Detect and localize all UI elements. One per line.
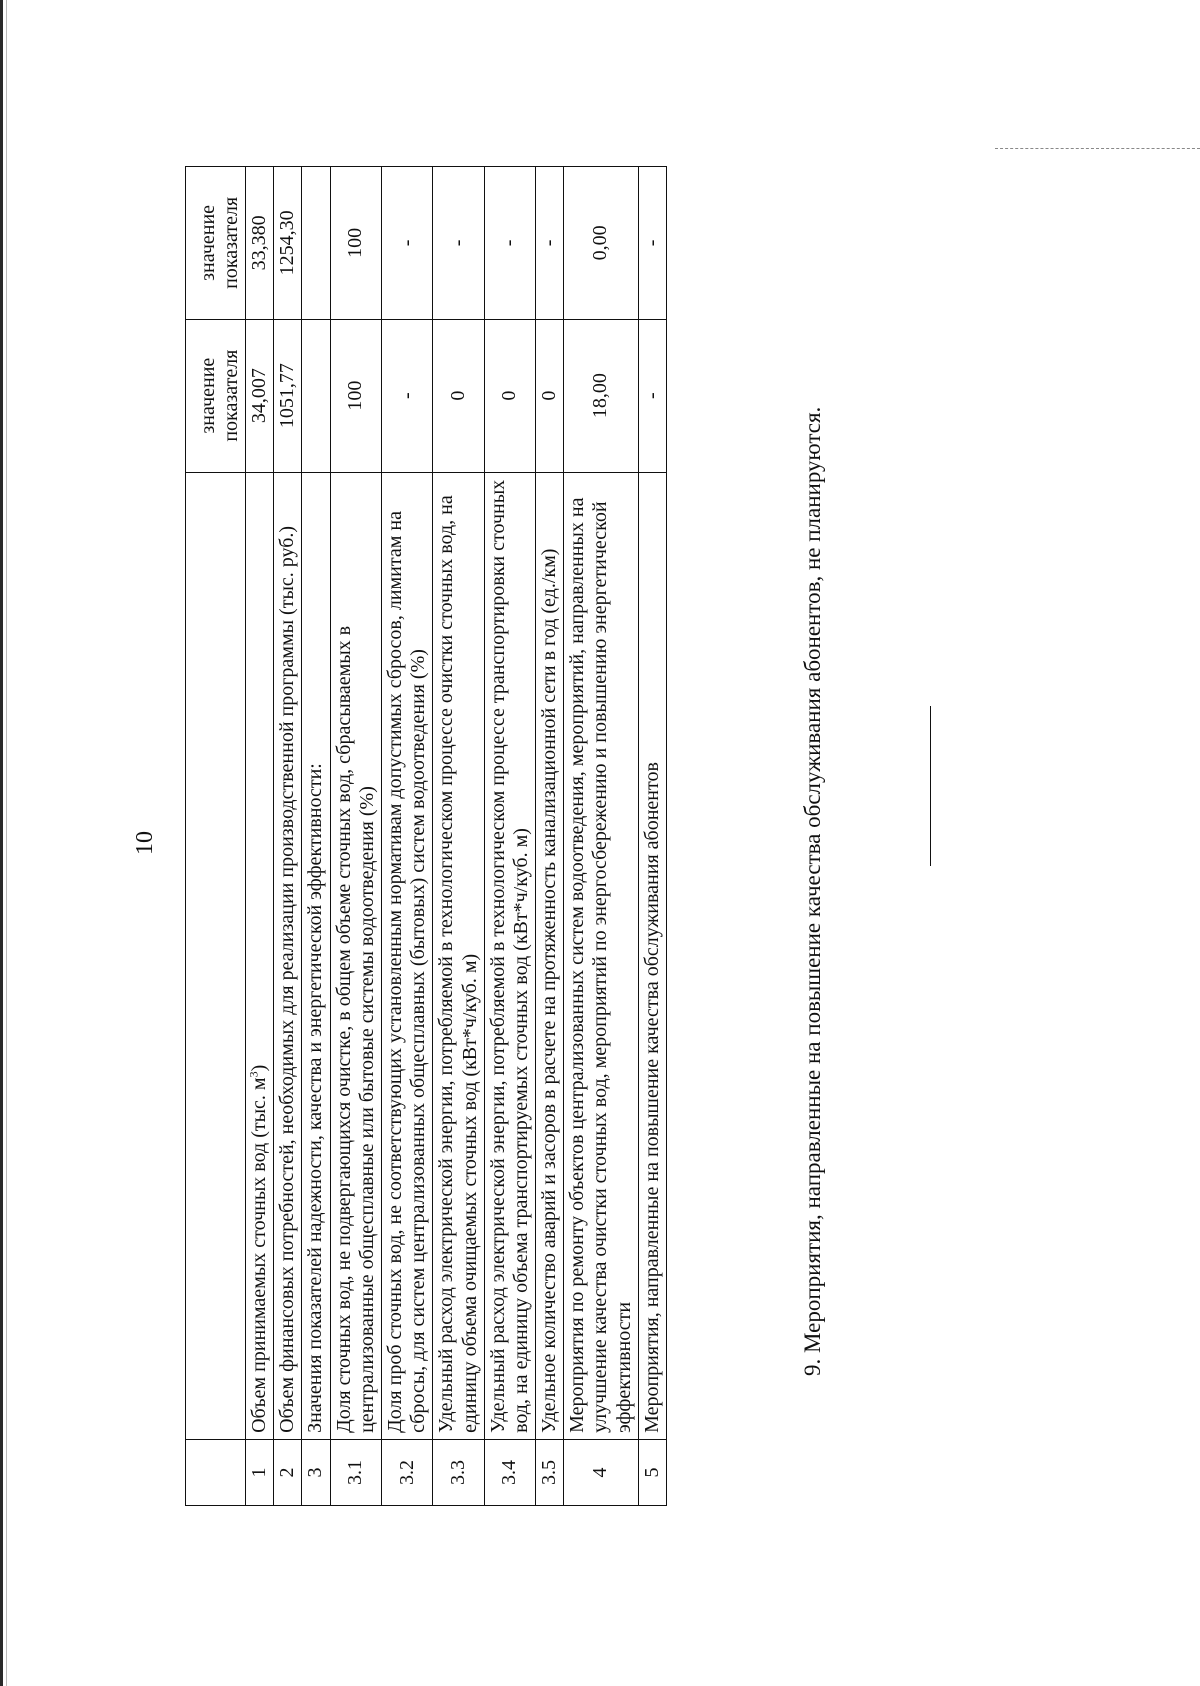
table-row [302, 167, 330, 1506]
row-value-1: 0 [484, 319, 535, 472]
row-num: 5 [638, 1439, 666, 1505]
row-value-2: 1254,30 [274, 167, 302, 320]
row-num: 4 [564, 1439, 639, 1505]
separator-line [930, 706, 931, 866]
table-row [638, 167, 666, 1506]
row-value-1: - [381, 319, 432, 472]
row-num: 3.3 [433, 1439, 484, 1505]
indicators-table [185, 166, 667, 1506]
header-num [186, 1439, 246, 1505]
row-value-1: 0 [433, 319, 484, 472]
row-value-1 [302, 319, 330, 472]
row-value-2: - [536, 167, 564, 320]
superscript: 3 [246, 1071, 261, 1078]
row-value-2: - [484, 167, 535, 320]
row-num: 3.2 [381, 1439, 432, 1505]
row-name-text: Объем принимаемых сточных вод (тыс. м [248, 1077, 270, 1433]
row-value-1: 18,00 [564, 319, 639, 472]
row-name: Мероприятия по ремонту объектов централизованных систем водоотведения, мероприятий, направленных на улучшение качества очистки сточных вод, мероприятий по энергосбережению и повышению энергетической эффективности [564, 472, 639, 1439]
row-name: Удельный расход электрической энергии, потребляемой в технологическом процессе транспортировки сточных вод, на единицу объема транспортируемых сточных вод (кВт*ч/куб. м) [484, 472, 535, 1439]
section-9-text: 9. Мероприятия, направленные на повышение качества обслуживания абонентов, не планируются. [800, 406, 825, 1376]
table-row [274, 167, 302, 1506]
row-name: Удельное количество аварий и засоров в расчете на протяженность канализационной сети в год (ед./км) [536, 472, 564, 1439]
row-value-1: - [638, 319, 666, 472]
header-name [186, 472, 246, 1439]
row-value-2: - [638, 167, 666, 320]
row-num: 3 [302, 1439, 330, 1505]
row-value-2 [302, 167, 330, 320]
header-value-1: значение показателя [186, 319, 246, 472]
row-name: Доля сточных вод, не подвергающихся очистке, в общем объеме сточных вод, сбрасываемых в централизованные общесплавные или бытовые системы водоотведения (%) [330, 472, 381, 1439]
row-num: 3.5 [536, 1439, 564, 1505]
row-name [246, 472, 274, 1439]
row-value-2: 33,380 [246, 167, 274, 320]
row-name: Доля проб сточных вод, не соответствующих установленным нормативам допустимых сбросов, лимитам на сбросы, для систем централизованных общесплавных (бытовых) систем водоотведения (%) [381, 472, 432, 1439]
table-row [484, 167, 535, 1506]
row-value-2: 100 [330, 167, 381, 320]
page-number: 10 [132, 831, 158, 855]
table-row [536, 167, 564, 1506]
row-name: Удельный расход электрической энергии, потребляемой в технологическом процессе очистки сточных вод, на единицу объема очищаемых сточных вод (кВт*ч/куб. м) [433, 472, 484, 1439]
row-name: Мероприятия, направленные на повышение качества обслуживания абонентов [638, 472, 666, 1439]
row-num: 3.1 [330, 1439, 381, 1505]
row-value-2: 0,00 [564, 167, 639, 320]
row-value-1: 1051,77 [274, 319, 302, 472]
header-value-2: значение показателя [186, 167, 246, 320]
row-name-close: ) [248, 1064, 270, 1072]
row-value-1: 34,007 [246, 319, 274, 472]
row-name: Значения показателей надежности, качества и энергетической эффективности: [302, 472, 330, 1439]
table-row [381, 167, 432, 1506]
row-value-1: 100 [330, 319, 381, 472]
table-row [433, 167, 484, 1506]
table-row [246, 167, 274, 1506]
table-header-row [186, 167, 246, 1506]
row-num: 3.4 [484, 1439, 535, 1505]
row-value-2: - [433, 167, 484, 320]
row-value-1: 0 [536, 319, 564, 472]
row-value-2: - [381, 167, 432, 320]
row-name: Объем финансовых потребностей, необходимых для реализации производственной программы (тыс. руб.) [274, 472, 302, 1439]
table-row [564, 167, 639, 1506]
table-row [330, 167, 381, 1506]
row-num: 1 [246, 1439, 274, 1505]
row-num: 2 [274, 1439, 302, 1505]
